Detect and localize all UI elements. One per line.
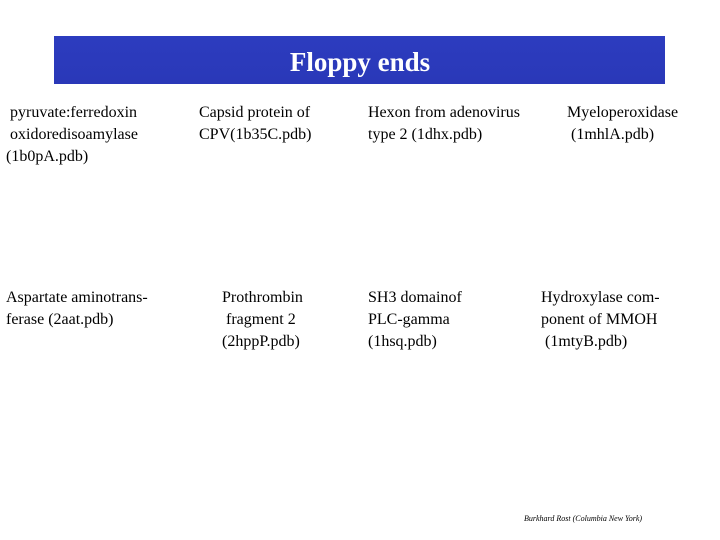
protein-label-2hppp: Prothrombin fragment 2 (2hppP.pdb): [222, 289, 303, 350]
protein-label-1b0pa: pyruvate:ferredoxin oxidoredisoamylase (1b0pA.pdb): [6, 104, 138, 165]
protein-label-2aat: Aspartate aminotrans- ferase (2aat.pdb): [6, 289, 148, 328]
protein-label-1dhx: Hexon from adenovirus type 2 (1dhx.pdb): [368, 104, 520, 143]
protein-label-1mtyb: Hydroxylase com- ponent of MMOH (1mtyB.pdb): [541, 289, 660, 350]
author-credit: Burkhard Rost (Columbia New York): [524, 514, 643, 523]
protein-label-1hsq: SH3 domainof PLC-gamma (1hsq.pdb): [368, 289, 462, 350]
slide-title: Floppy ends: [289, 47, 431, 77]
protein-label-1mhla: Myeloperoxidase (1mhlA.pdb): [567, 104, 679, 143]
protein-label-1b35c: Capsid protein of CPV(1b35C.pdb): [199, 104, 312, 143]
